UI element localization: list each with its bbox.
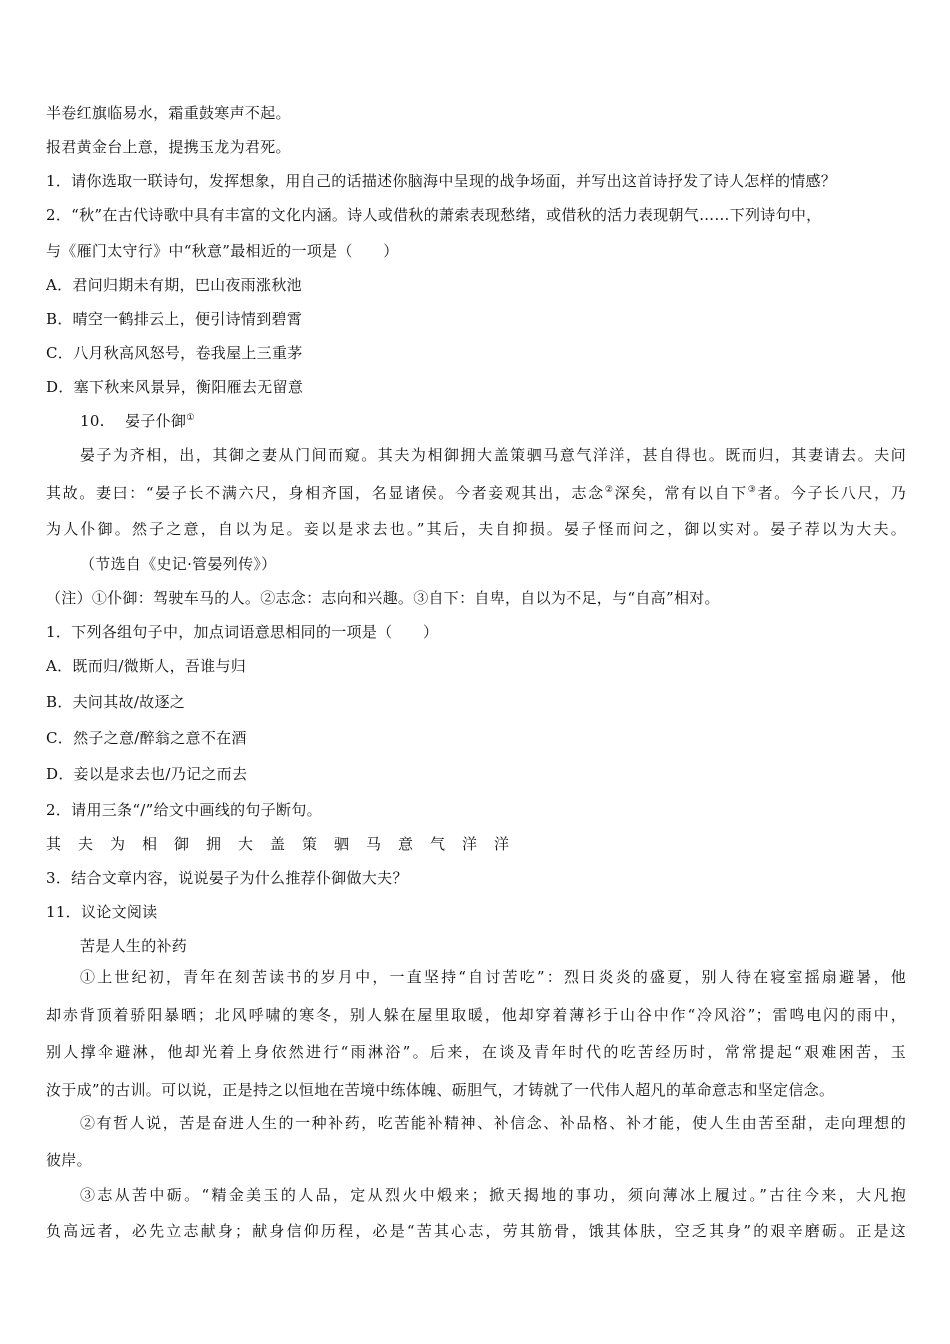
essay-para-1-line-1: ①上世纪初，青年在刻苦读书的岁月中，一直坚持“自讨苦吃”：烈日炎炎的盛夏，别人待在寝室摇扇避暑，他 xyxy=(80,968,906,986)
question-10-2: 2．请用三条“/”给文中画线的句子断句。 xyxy=(46,801,322,819)
option-d: D．塞下秋来风景异，衡阳雁去无留意 xyxy=(46,378,304,396)
question-9-1: 1．请你选取一联诗句，发挥想象，用自己的话描述你脑海中呈现的战争场面，并写出这首诗抒发了诗人怎样的情感？ xyxy=(46,172,837,190)
poem-line-2: 报君黄金台上意，提携玉龙为君死。 xyxy=(46,138,291,156)
essay-para-2-line-1: ②有哲人说，苦是奋进人生的一种补药，吃苦能补精神、补信念、补品格、补才能，使人生由苦至甜，走向理想的 xyxy=(80,1114,906,1132)
essay-para-3-line-2: 负高远者，必先立志献身；献身信仰历程，必是“苦其心志，劳其筋骨，饿其体肤，空乏其身”的艰辛磨砺。正是这 xyxy=(46,1222,906,1240)
q10-option-b: B．夫问其故/故逐之 xyxy=(46,693,186,711)
passage-line-2-part-3: 者。今子长八尺，乃 xyxy=(757,484,906,502)
passage-line-2-part-2: 深矣，常有以自下 xyxy=(614,484,748,502)
question-10-heading xyxy=(80,410,195,432)
passage-line-1: 晏子为齐相，出，其御之妻从门间而窥。其夫为相御拥大盖策驷马意气洋洋，甚自得也。既而归，其妻请去。夫问 xyxy=(80,446,906,464)
question-10-1: 1．下列各组句子中，加点词语意思相同的一项是（ ） xyxy=(46,623,439,641)
passage-line-2-part-1: 其故。妻曰：“晏子长不满六尺，身相齐国，名显诸侯。今者妾观其出，志念 xyxy=(46,484,605,502)
essay-para-2-line-2: 彼岸。 xyxy=(46,1151,92,1169)
footnote-marker-1: ① xyxy=(186,413,195,423)
source-citation: （节选自《史记·管晏列传》） xyxy=(80,555,277,573)
question-11-heading: 11．议论文阅读 xyxy=(46,903,158,921)
question-10-title: 10. 晏子仆御 xyxy=(80,412,187,430)
q10-option-c: C．然子之意/醉翁之意不在酒 xyxy=(46,729,247,747)
q10-option-d: D．妾以是求去也/乃记之而去 xyxy=(46,765,248,783)
sentence-to-punctuate: 其夫为相御拥大盖策驷马意气洋洋 xyxy=(46,835,527,853)
essay-para-1-line-4: 汝于成”的古训。可以说，正是持之以恒地在苦境中练体魄、砺胆气，才铸就了一代伟人超凡的革命意志和坚定信念。 xyxy=(46,1081,835,1099)
essay-para-1-line-2: 却赤背顶着骄阳暴晒；北风呼啸的寒冬，别人躲在屋里取暖，他却穿着薄衫于山谷中作“冷风浴”；雷鸣电闪的雨中， xyxy=(46,1006,906,1024)
essay-title: 苦是人生的补药 xyxy=(80,937,188,955)
option-c: C．八月秋高风怒号，卷我屋上三重茅 xyxy=(46,344,303,362)
question-9-2-line-2: 与《雁门太守行》中“秋意”最相近的一项是（ ） xyxy=(46,242,399,260)
question-10-3: 3．结合文章内容，说说晏子为什么推荐仆御做大夫？ xyxy=(46,869,408,887)
option-a: A．君问归期未有期，巴山夜雨涨秋池 xyxy=(46,276,302,294)
poem-line-1: 半卷红旗临易水，霜重鼓寒声不起。 xyxy=(46,104,291,122)
question-9-2-line-1: 2．“秋”在古代诗歌中具有丰富的文化内涵。诗人或借秋的萧索表现愁绪，或借秋的活力表现朝气……下列诗句中， xyxy=(46,206,822,224)
q10-option-a: A．既而归/微斯人，吾谁与归 xyxy=(46,657,247,675)
essay-para-3-line-1: ③志从苦中砺。“精金美玉的人品，定从烈火中煅来；掀天揭地的事功，须向薄冰上履过。”古往今来，大凡抱 xyxy=(80,1186,906,1204)
footnote-marker-3: ③ xyxy=(747,485,758,495)
passage-line-3: 为人仆御。然子之意，自以为足。妾以是求去也。”其后，夫自抑损。晏子怪而问之，御以实对。晏子荐以为大夫。 xyxy=(46,520,906,538)
option-b: B．晴空一鹤排云上，便引诗情到碧霄 xyxy=(46,310,303,328)
footnote-marker-2: ② xyxy=(604,485,615,495)
annotation: （注）①仆御：驾驶车马的人。②志念：志向和兴趣。③自下：自卑，自以为不足，与“自高”相对。 xyxy=(46,589,720,607)
passage-line-2 xyxy=(46,482,906,504)
essay-para-1-line-3: 别人撑伞避淋，他却光着上身依然进行“雨淋浴”。后来，在谈及青年时代的吃苦经历时，常常提起“艰难困苦，玉 xyxy=(46,1043,906,1061)
